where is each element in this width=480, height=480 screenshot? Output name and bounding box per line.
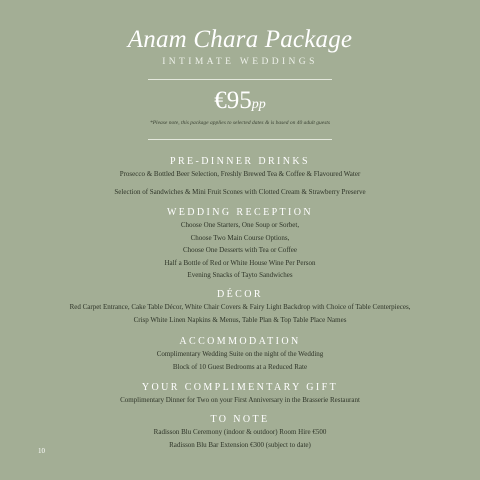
section-line: Choose One Starters, One Soup or Sorbet, — [180, 221, 300, 229]
page-number: 10 — [38, 447, 45, 455]
section-heading: PRE-DINNER DRINKS — [170, 156, 310, 167]
section-accommodation — [0, 336, 480, 373]
page-subtitle: INTIMATE WEDDINGS — [162, 57, 318, 67]
section-line: Choose One Desserts with Tea or Coffee — [183, 246, 297, 254]
price — [0, 87, 480, 115]
section-pre-dinner-drinks — [0, 156, 480, 198]
section-line: Block of 10 Guest Bedrooms at a Reduced Rate — [172, 362, 308, 371]
page-title: Anam Chara Package — [127, 26, 353, 53]
package-note: *Please note, this package applies to selected dates & is based on 40 adult guests — [149, 120, 331, 126]
section-wedding-reception — [0, 207, 480, 282]
section-to-note — [0, 414, 480, 451]
section-line: Crisp White Linen Napkins & Menus, Table Plan & Top Table Place Names — [133, 315, 347, 324]
section-line: Complimentary Wedding Suite on the night of the Wedding — [156, 350, 324, 358]
section-line: Prosecco & Bottled Beer Selection, Freshly Brewed Tea & Coffee & Flavoured Water — [119, 170, 361, 178]
section-line: Choose Two Main Course Options, — [190, 233, 290, 242]
section-heading: DÉCOR — [217, 289, 263, 300]
section-decor — [0, 289, 480, 326]
section-heading: TO NOTE — [210, 414, 270, 425]
section-line: Radisson Blu Ceremony (indoor & outdoor) Room Hire €500 — [153, 428, 327, 436]
section-heading: YOUR COMPLIMENTARY GIFT — [141, 382, 339, 393]
section-line: Red Carpet Entrance, Cake Table Décor, White Chair Covers & Fairy Light Backdrop with Choice of Table Centerpieces, — [69, 303, 411, 311]
section-line: Selection of Sandwiches & Mini Fruit Scones with Clotted Cream & Strawberry Preserve — [114, 187, 366, 196]
price-unit: pp — [251, 97, 266, 112]
section-complimentary-gift — [0, 382, 480, 407]
section-line: Radisson Blu Bar Extension €300 (subject to date) — [169, 440, 311, 449]
section-line: Evening Snacks of Tayto Sandwiches — [187, 271, 293, 279]
price-amount: €95 — [214, 87, 252, 114]
section-line: Complimentary Dinner for Two on your First Anniversary in the Brasserie Restaurant — [120, 396, 360, 404]
section-line: Half a Bottle of Red or White House Wine Per Person — [164, 258, 316, 267]
section-heading: ACCOMMODATION — [179, 336, 301, 347]
divider-bottom — [148, 139, 332, 140]
divider-top — [148, 79, 332, 80]
section-heading: WEDDING RECEPTION — [166, 207, 314, 218]
